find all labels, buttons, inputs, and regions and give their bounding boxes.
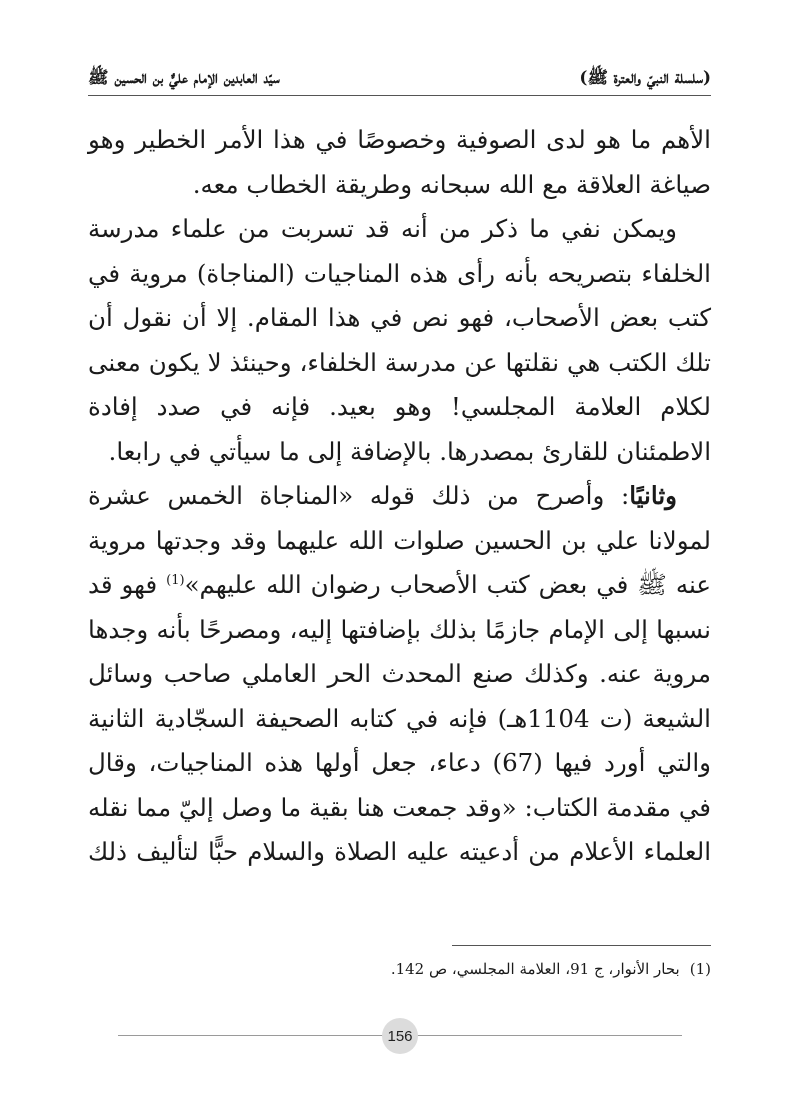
footnote-divider (452, 945, 711, 946)
paragraph-2: ويمكن نفي ما ذكر من أنه قد تسربت من علماء مدرسة الخلفاء بتصريحه بأنه رأى هذه المناجيات (المناجاة) مروية في كتب بعض الأصحاب، فهو نص في هذا المقام. إلا أن نقول أن تلك الكتب هي نقلتها عن مدرسة الخلفاء، وحينئذ لا يكون معنى لكلام العلامة المجلسي! وهو بعيد. فإنه في صدد إفادة الاطمئنان للقارئ بمصدرها. بالإضافة إلى ما سيأتي في رابعا. (88, 214, 711, 466)
page-footer (118, 1018, 682, 1054)
running-header (88, 52, 711, 92)
footnote (88, 958, 711, 980)
footnote-reference[interactable]: (1) (166, 572, 185, 588)
paragraph-1: الأهم ما هو لدى الصوفية وخصوصًا في هذا الأمر الخطير وهو صياغة العلاقة مع الله سبحانه وطريقة الخطاب معه. (88, 125, 711, 199)
header-divider (88, 95, 711, 96)
paragraph-3-lead: وثانيًا (629, 481, 677, 510)
paragraph-3 (88, 474, 711, 875)
main-text (88, 118, 711, 875)
series-title: (سلسلة النبيّ والعترة ﷺ) (579, 68, 711, 88)
book-title: سيّد العابدين الإمام عليٌّ بن الحسين ﷺ (88, 68, 280, 88)
paragraph-3-text-a: : وأصرح من ذلك قوله «المناجاة الخمس عشرة لمولانا علي بن الحسين صلوات الله عليهما وقد وجدتها مروية عنه ﷺ في بعض كتب الأصحاب رضوان الله عليهم» (88, 481, 711, 599)
paragraph-3-text-b: فهو قد نسبها إلى الإمام جازمًا بذلك بإضافتها إليه، ومصرحًا بأنه وجدها مروية عنه. وكذلك صنع المحدث الحر العاملي صاحب وسائل الشيعة (ت 1104هـ) فإنه في كتابه الصحيفة السجّادية الثانية والتي أورد فيها (67) دعاء، جعل أولها هذه المناجيات، وقال في مقدمة الكتاب: «وقد جمعت هنا بقية ما وصل إليّ مما نقله العلماء الأعلام من أدعيته عليه الصلاة والسلام حبًّا لتأليف ذلك (88, 570, 711, 866)
footnote-text: بحار الأنوار، ج 91، العلامة المجلسي، ص 142. (390, 960, 680, 978)
footnote-number: (1) (689, 960, 711, 978)
page-number: 156 (382, 1018, 418, 1054)
